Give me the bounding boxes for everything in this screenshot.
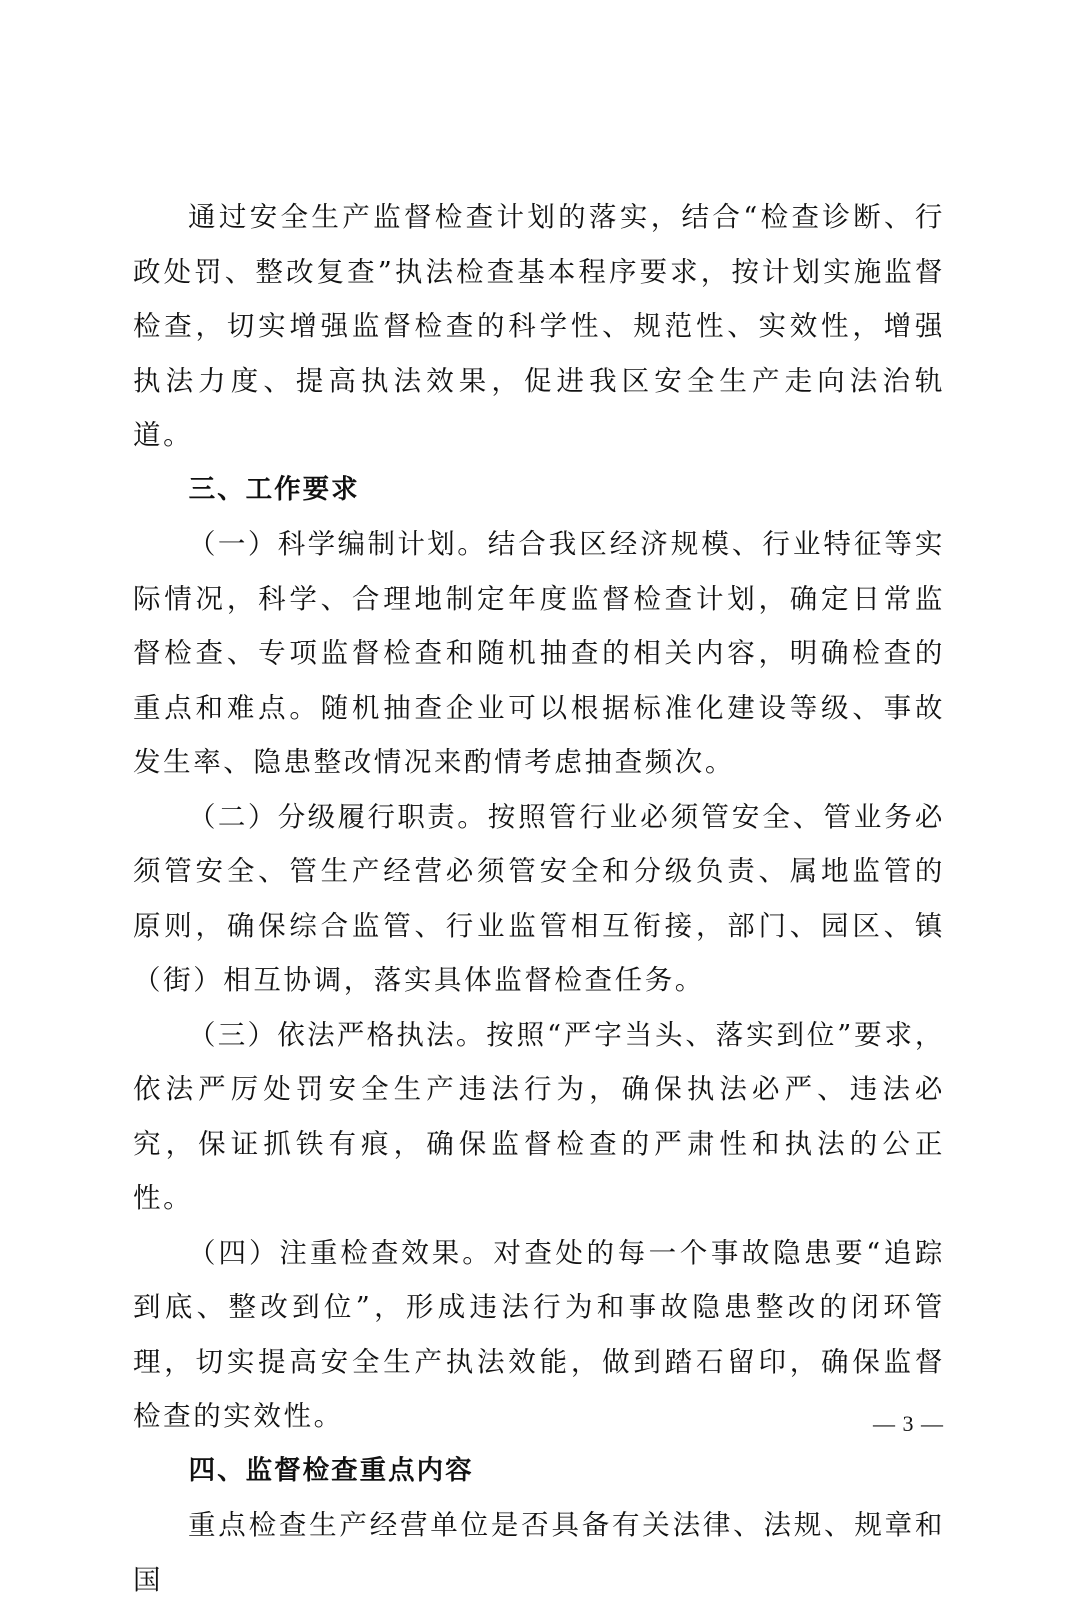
requirement-item-3 [133, 1008, 945, 1226]
requirement-item-1 [133, 517, 945, 790]
section-heading-requirements: 三、工作要求 [188, 473, 360, 505]
item-lead-1: （一）科学编制计划 [188, 528, 458, 560]
page-number: — 3 — [873, 1411, 944, 1436]
section-heading-key-content: 四、监督检查重点内容 [188, 1454, 474, 1486]
item-lead-2: （二）分级履行职责 [188, 800, 458, 833]
item-body-2: 。按照管行业必须管安全、管业务必须管安全、管生产经营必须管安全和分级负责、属地监管的原则，确保综合监管、行业监管相互衔接，部门、园区、镇（街）相互协调，落实具体监督检查任务。 [133, 800, 945, 996]
item-lead-3: （三）依法严格执法 [188, 1018, 456, 1051]
requirement-item-4 [133, 1226, 945, 1444]
item-body-1: 。结合我区经济规模、行业特征等实际情况，科学、合理地制定年度监督检查计划，确定日常监督检查、专项监督检查和随机抽查的相关内容，明确检查的重点和难点。随机抽查企业可以根据标准化建设等级、事故发生率、隐患整改情况来酌情考虑抽查频次。 [133, 528, 945, 778]
item-body-3: 。按照“严字当头、落实到位”要求，依法严厉处罚安全生产违法行为，确保执法必严、违法必究，保证抓铁有痕，确保监督检查的严肃性和执法的公正性。 [133, 1018, 945, 1214]
intro-paragraph: 通过安全生产监督检查计划的落实，结合“检查诊断、行政处罚、整改复查”执法检查基本程序要求，按计划实施监督检查，切实增强监督检查的科学性、规范性、实效性，增强执法力度、提高执法效果，促进我区安全生产走向法治轨道。 [133, 201, 945, 451]
document-body [133, 190, 945, 1607]
requirement-item-2 [133, 790, 945, 1008]
item-lead-4: （四）注重检查效果 [188, 1236, 463, 1269]
item-body-4: 。对查处的每一个事故隐患要“追踪到底、整改到位”，形成违法行为和事故隐患整改的闭环管理，切实提高安全生产执法效能，做到踏石留印，确保监督检查的实效性。 [133, 1236, 945, 1432]
key-content-paragraph: 重点检查生产经营单位是否具备有关法律、法规、规章和国 [133, 1509, 945, 1596]
